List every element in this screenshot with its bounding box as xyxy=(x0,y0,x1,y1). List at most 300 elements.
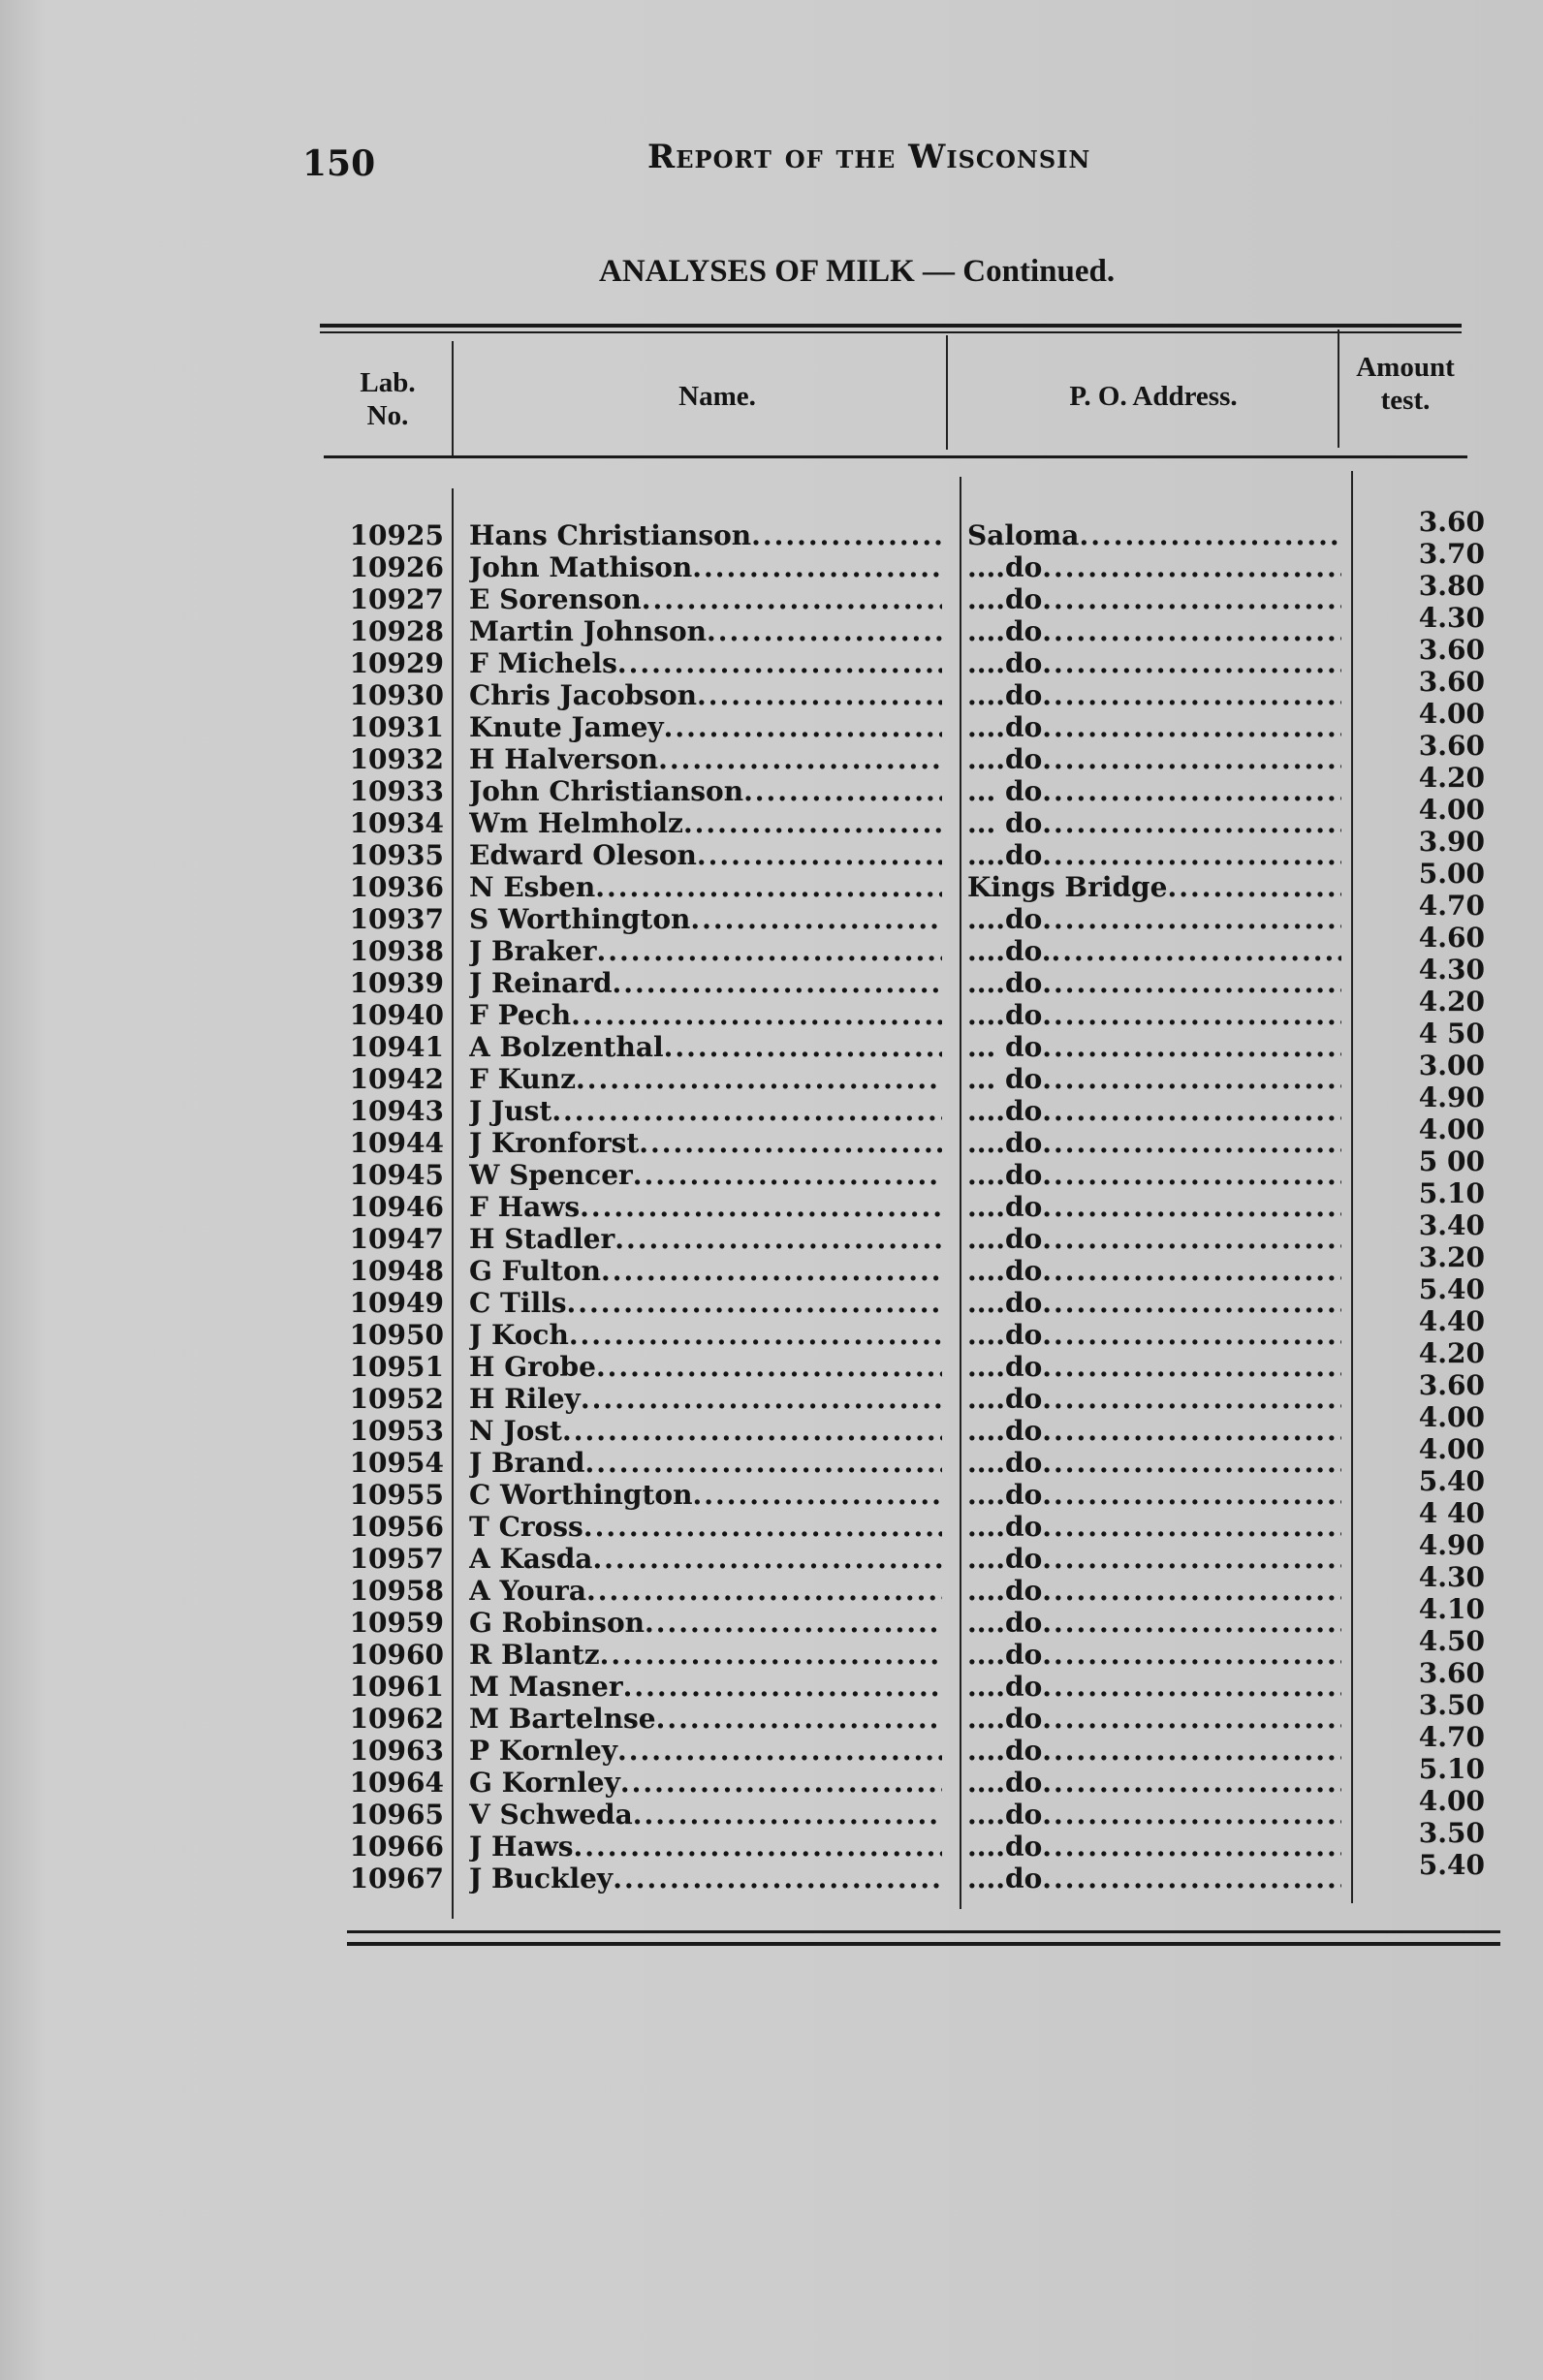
amount-cell: 4.30 xyxy=(1418,1561,1485,1593)
table-row xyxy=(0,1209,1543,1255)
dot-leader xyxy=(1079,519,1341,551)
header-divider-1 xyxy=(452,341,454,455)
name-cell xyxy=(469,1447,942,1479)
address-text: ....do xyxy=(967,1703,1043,1735)
address-cell xyxy=(967,1127,1341,1159)
name-cell xyxy=(469,1319,942,1351)
lab-no-cell: 10929 xyxy=(349,647,444,679)
top-rule-thin xyxy=(320,331,1462,333)
lab-no-cell: 10951 xyxy=(349,1351,444,1383)
name-text: A Bolzenthal xyxy=(469,1031,664,1063)
address-text: ....do xyxy=(967,679,1043,711)
address-cell xyxy=(967,807,1341,839)
address-text: ....do xyxy=(967,1639,1043,1671)
dot-leader xyxy=(658,743,942,775)
lab-no-cell: 10934 xyxy=(349,807,444,839)
name-text: F Haws xyxy=(469,1191,581,1223)
name-text: J Buckley xyxy=(469,1863,614,1895)
address-text: ....do xyxy=(967,711,1043,743)
name-text: Martin Johnson xyxy=(469,615,707,647)
name-cell xyxy=(469,1223,942,1255)
address-text: ....do xyxy=(967,1575,1043,1607)
header-lab-line1: Lab. xyxy=(360,367,416,398)
address-text: ....do xyxy=(967,839,1043,871)
amount-cell: 4 50 xyxy=(1418,1018,1485,1049)
dot-leader xyxy=(600,1639,942,1671)
address-text: ....do xyxy=(967,1767,1043,1799)
table-row xyxy=(0,1145,1543,1191)
dot-leader xyxy=(1042,807,1341,839)
address-cell xyxy=(967,1799,1341,1831)
amount-cell: 3.90 xyxy=(1418,826,1485,858)
address-cell xyxy=(967,1607,1341,1639)
dot-leader xyxy=(1042,1735,1341,1767)
dot-leader xyxy=(1042,647,1341,679)
amount-cell: 5.40 xyxy=(1418,1273,1485,1305)
name-text: C Worthington xyxy=(469,1479,693,1511)
amount-cell: 5.40 xyxy=(1418,1849,1485,1881)
name-cell xyxy=(469,1575,942,1607)
name-text: P Kornley xyxy=(469,1735,618,1767)
amount-cell: 4 40 xyxy=(1418,1497,1485,1529)
name-text: N Esben xyxy=(469,871,596,903)
dot-leader xyxy=(690,903,942,935)
dot-leader xyxy=(581,1383,942,1415)
dot-leader xyxy=(592,1543,942,1575)
table-row xyxy=(0,698,1543,743)
table-row xyxy=(0,1785,1543,1831)
name-cell xyxy=(469,711,942,743)
dot-leader xyxy=(617,647,942,679)
header-bottom-rule xyxy=(324,455,1467,458)
name-cell xyxy=(469,679,942,711)
dot-leader xyxy=(569,1319,942,1351)
dot-leader xyxy=(623,1671,942,1703)
lab-no-cell: 10933 xyxy=(349,775,444,807)
address-text: ....do xyxy=(967,903,1043,935)
address-cell xyxy=(967,1447,1341,1479)
name-text: A Kasda xyxy=(469,1543,593,1575)
address-cell xyxy=(967,743,1341,775)
table-row xyxy=(0,666,1543,711)
dot-leader xyxy=(1042,679,1341,711)
amount-cell: 4.60 xyxy=(1418,922,1485,954)
table-row xyxy=(0,1753,1543,1799)
table-row xyxy=(0,1273,1543,1319)
table-row xyxy=(0,1177,1543,1223)
address-cell xyxy=(967,679,1341,711)
lab-no-cell: 10965 xyxy=(349,1799,444,1831)
lab-no-cell: 10962 xyxy=(349,1703,444,1735)
address-cell xyxy=(967,1415,1341,1447)
table-row xyxy=(0,1018,1543,1063)
address-cell xyxy=(967,1543,1341,1575)
amount-cell: 4.50 xyxy=(1418,1625,1485,1657)
dot-leader xyxy=(580,1191,942,1223)
name-cell xyxy=(469,1511,942,1543)
address-cell xyxy=(967,1063,1341,1095)
dot-leader xyxy=(1042,1447,1341,1479)
amount-cell: 4.20 xyxy=(1418,762,1485,794)
lab-no-cell: 10936 xyxy=(349,871,444,903)
dot-leader xyxy=(751,519,942,551)
address-cell xyxy=(967,1735,1341,1767)
amount-cell: 4.20 xyxy=(1418,986,1485,1018)
address-text: ....do xyxy=(967,1383,1043,1415)
amount-cell: 4.30 xyxy=(1418,954,1485,986)
address-text: ....do. xyxy=(967,935,1052,967)
address-cell xyxy=(967,775,1341,807)
amount-cell: 3.80 xyxy=(1418,570,1485,602)
amount-cell: 4.40 xyxy=(1418,1305,1485,1337)
address-cell xyxy=(967,1639,1341,1671)
table-row xyxy=(0,1081,1543,1127)
lab-no-cell: 10941 xyxy=(349,1031,444,1063)
dot-leader xyxy=(567,1287,942,1319)
dot-leader xyxy=(573,1831,942,1863)
name-text: J Koch xyxy=(469,1319,569,1351)
name-cell xyxy=(469,583,942,615)
name-text: Edward Oleson xyxy=(469,839,697,871)
dot-leader xyxy=(1042,1191,1341,1223)
table-row xyxy=(0,1497,1543,1543)
dot-leader xyxy=(1042,551,1341,583)
address-text: ....do xyxy=(967,551,1043,583)
name-text: J Kronforst xyxy=(469,1127,640,1159)
dot-leader xyxy=(596,1351,942,1383)
name-cell xyxy=(469,1799,942,1831)
address-cell xyxy=(967,1191,1341,1223)
address-cell xyxy=(967,871,1341,903)
name-cell xyxy=(469,1127,942,1159)
lab-no-cell: 10943 xyxy=(349,1095,444,1127)
dot-leader xyxy=(1042,1607,1341,1639)
address-cell xyxy=(967,903,1341,935)
table-row xyxy=(0,1337,1543,1383)
dot-leader xyxy=(614,1223,942,1255)
table-row xyxy=(0,1561,1543,1607)
table-row xyxy=(0,1817,1543,1863)
amount-cell: 4.00 xyxy=(1418,1433,1485,1465)
dot-leader xyxy=(664,1031,942,1063)
lab-no-cell: 10945 xyxy=(349,1159,444,1191)
header-amount xyxy=(1338,351,1473,417)
address-cell xyxy=(967,1319,1341,1351)
address-cell xyxy=(967,967,1341,999)
address-cell xyxy=(967,1575,1341,1607)
name-text: T Cross xyxy=(469,1511,583,1543)
name-cell xyxy=(469,1767,942,1799)
amount-cell: 3.50 xyxy=(1418,1689,1485,1721)
dot-leader xyxy=(1042,1671,1341,1703)
table-row xyxy=(0,602,1543,647)
table-row xyxy=(0,1369,1543,1415)
dot-leader xyxy=(601,1255,942,1287)
address-text: ....do xyxy=(967,1319,1043,1351)
dot-leader xyxy=(683,807,942,839)
table-row xyxy=(0,570,1543,615)
dot-leader xyxy=(1042,1543,1341,1575)
dot-leader xyxy=(1042,1223,1341,1255)
dot-leader xyxy=(583,1511,942,1543)
amount-cell: 5.10 xyxy=(1418,1177,1485,1209)
lab-no-cell: 10966 xyxy=(349,1831,444,1863)
header-divider-3 xyxy=(1338,329,1339,448)
address-cell xyxy=(967,1511,1341,1543)
name-text: Hans Christianson xyxy=(469,519,752,551)
amount-cell: 4.00 xyxy=(1418,1785,1485,1817)
address-cell xyxy=(967,935,1341,967)
dot-leader xyxy=(595,871,942,903)
name-cell xyxy=(469,1351,942,1383)
amount-cell: 3.60 xyxy=(1418,1657,1485,1689)
table-row xyxy=(0,1113,1543,1159)
dot-leader xyxy=(664,711,942,743)
name-cell xyxy=(469,1607,942,1639)
dot-leader xyxy=(613,1863,942,1895)
address-cell xyxy=(967,1383,1341,1415)
address-text: ....do xyxy=(967,1735,1043,1767)
amount-cell: 4.90 xyxy=(1418,1081,1485,1113)
lab-no-cell: 10953 xyxy=(349,1415,444,1447)
amount-cell: 3.60 xyxy=(1418,1369,1485,1401)
dot-leader xyxy=(1042,711,1341,743)
table-row xyxy=(0,762,1543,807)
address-text: ... do xyxy=(967,1063,1043,1095)
amount-cell: 3.70 xyxy=(1418,538,1485,570)
name-text: J Haws xyxy=(469,1831,574,1863)
dot-leader xyxy=(1042,1863,1341,1895)
amount-cell: 5.10 xyxy=(1418,1753,1485,1785)
lab-no-cell: 10927 xyxy=(349,583,444,615)
name-cell xyxy=(469,1671,942,1703)
name-cell xyxy=(469,519,942,551)
address-cell xyxy=(967,615,1341,647)
name-text: F Pech xyxy=(469,999,572,1031)
name-text: Wm Helmholz xyxy=(469,807,683,839)
address-text: ....do xyxy=(967,1831,1043,1863)
name-text: E Sorenson xyxy=(469,583,642,615)
name-text: F Michels xyxy=(469,647,617,679)
name-text: F Kunz xyxy=(469,1063,576,1095)
lab-no-cell: 10954 xyxy=(349,1447,444,1479)
dot-leader xyxy=(743,775,942,807)
header-divider-2 xyxy=(946,335,948,450)
name-cell xyxy=(469,1415,942,1447)
dot-leader xyxy=(585,1447,943,1479)
address-text: ....do xyxy=(967,1479,1043,1511)
table-row xyxy=(0,826,1543,871)
address-text: ....do xyxy=(967,615,1043,647)
name-cell xyxy=(469,935,942,967)
table-row xyxy=(0,1305,1543,1351)
top-rule-thick xyxy=(320,324,1462,328)
lab-no-cell: 10960 xyxy=(349,1639,444,1671)
name-text: S Worthington xyxy=(469,903,691,935)
address-text: ....do xyxy=(967,1799,1043,1831)
bottom-rule-thick xyxy=(347,1942,1500,1946)
dot-leader xyxy=(551,1095,942,1127)
lab-no-cell: 10939 xyxy=(349,967,444,999)
address-text: ....do xyxy=(967,1223,1043,1255)
dot-leader xyxy=(620,1767,942,1799)
dot-leader xyxy=(1042,1831,1341,1863)
table-row xyxy=(0,538,1543,583)
lab-no-cell: 10952 xyxy=(349,1383,444,1415)
name-cell xyxy=(469,615,942,647)
amount-cell: 3.60 xyxy=(1418,634,1485,666)
table-row xyxy=(0,794,1543,839)
table-row xyxy=(0,506,1543,551)
lab-no-cell: 10961 xyxy=(349,1671,444,1703)
name-cell xyxy=(469,903,942,935)
table-row xyxy=(0,1465,1543,1511)
table-row xyxy=(0,1241,1543,1287)
dot-leader xyxy=(642,583,942,615)
table-row xyxy=(0,858,1543,903)
amount-cell: 3.60 xyxy=(1418,730,1485,762)
address-text: ....do xyxy=(967,1415,1043,1447)
address-cell xyxy=(967,999,1341,1031)
page-number: 150 xyxy=(302,143,376,184)
dot-leader xyxy=(1042,1767,1341,1799)
dot-leader xyxy=(1052,935,1341,967)
address-cell xyxy=(967,1767,1341,1799)
lab-no-cell: 10963 xyxy=(349,1735,444,1767)
amount-cell: 4.00 xyxy=(1418,794,1485,826)
header-amount-line1: Amount xyxy=(1356,352,1455,383)
dot-leader xyxy=(1042,1319,1341,1351)
amount-cell: 4.00 xyxy=(1418,1401,1485,1433)
name-cell xyxy=(469,1479,942,1511)
name-cell xyxy=(469,871,942,903)
lab-no-cell: 10946 xyxy=(349,1191,444,1223)
dot-leader xyxy=(1042,1255,1341,1287)
name-text: V Schweda xyxy=(469,1799,633,1831)
amount-cell: 3.40 xyxy=(1418,1209,1485,1241)
name-cell xyxy=(469,1863,942,1895)
lab-no-cell: 10938 xyxy=(349,935,444,967)
name-text: M Bartelnse xyxy=(469,1703,656,1735)
lab-no-cell: 10926 xyxy=(349,551,444,583)
address-cell xyxy=(967,1287,1341,1319)
table-row xyxy=(0,1849,1543,1895)
address-text: ....do xyxy=(967,583,1043,615)
name-cell xyxy=(469,775,942,807)
dot-leader xyxy=(1042,1703,1341,1735)
name-cell xyxy=(469,1831,942,1863)
amount-cell: 3.00 xyxy=(1418,1049,1485,1081)
lab-no-cell: 10957 xyxy=(349,1543,444,1575)
address-cell xyxy=(967,839,1341,871)
name-cell xyxy=(469,551,942,583)
header-amount-line2: test. xyxy=(1380,385,1431,416)
name-text: G Fulton xyxy=(469,1255,602,1287)
dot-leader xyxy=(1042,1479,1341,1511)
table-row xyxy=(0,1593,1543,1639)
amount-cell: 4.90 xyxy=(1418,1529,1485,1561)
address-text: ....do xyxy=(967,743,1043,775)
table-row xyxy=(0,1625,1543,1671)
name-cell xyxy=(469,1735,942,1767)
amount-cell: 4.10 xyxy=(1418,1593,1485,1625)
dot-leader xyxy=(1042,1575,1341,1607)
dot-leader xyxy=(692,1479,942,1511)
amount-cell: 4.00 xyxy=(1418,1113,1485,1145)
name-cell xyxy=(469,1159,942,1191)
dot-leader xyxy=(597,935,942,967)
name-text: R Blantz xyxy=(469,1639,600,1671)
address-text: ... do xyxy=(967,1031,1043,1063)
address-cell xyxy=(967,711,1341,743)
dot-leader xyxy=(1042,1383,1341,1415)
name-cell xyxy=(469,1031,942,1063)
table-row xyxy=(0,634,1543,679)
name-text: N Jost xyxy=(469,1415,562,1447)
lab-no-cell: 10958 xyxy=(349,1575,444,1607)
lab-no-cell: 10937 xyxy=(349,903,444,935)
name-cell xyxy=(469,999,942,1031)
dot-leader xyxy=(692,551,942,583)
dot-leader xyxy=(1042,1063,1341,1095)
dot-leader xyxy=(1042,999,1341,1031)
name-text: H Halverson xyxy=(469,743,659,775)
address-cell xyxy=(967,1863,1341,1895)
lab-no-cell: 10930 xyxy=(349,679,444,711)
dot-leader xyxy=(633,1799,942,1831)
amount-cell: 4.70 xyxy=(1418,1721,1485,1753)
name-text: Chris Jacobson xyxy=(469,679,698,711)
name-text: J Brand xyxy=(469,1447,585,1479)
name-text: J Reinard xyxy=(469,967,613,999)
table-title: ANALYSES OF MILK — Continued. xyxy=(599,254,1116,289)
address-text: ....do xyxy=(967,1255,1043,1287)
address-text: ....do xyxy=(967,1095,1043,1127)
address-cell xyxy=(967,1223,1341,1255)
dot-leader xyxy=(613,967,942,999)
name-cell xyxy=(469,1287,942,1319)
header-name: Name. xyxy=(678,381,756,412)
name-text: C Tills xyxy=(469,1287,567,1319)
dot-leader xyxy=(1042,903,1341,935)
name-text: H Riley xyxy=(469,1383,581,1415)
table-row xyxy=(0,1049,1543,1095)
address-text: ....do xyxy=(967,1671,1043,1703)
dot-leader xyxy=(1042,1287,1341,1319)
address-cell xyxy=(967,1095,1341,1127)
table-row xyxy=(0,1529,1543,1575)
lab-no-cell: 10928 xyxy=(349,615,444,647)
header-lab-no xyxy=(330,366,446,432)
lab-no-cell: 10935 xyxy=(349,839,444,871)
address-text: Kings Bridge xyxy=(967,871,1168,903)
dot-leader xyxy=(1042,967,1341,999)
address-text: Saloma xyxy=(967,519,1080,551)
lab-no-cell: 10948 xyxy=(349,1255,444,1287)
lab-no-cell: 10925 xyxy=(349,519,444,551)
name-cell xyxy=(469,647,942,679)
address-text: ....do xyxy=(967,1159,1043,1191)
address-text: ....do xyxy=(967,1607,1043,1639)
dot-leader xyxy=(1042,1511,1341,1543)
address-cell xyxy=(967,647,1341,679)
lab-no-cell: 10940 xyxy=(349,999,444,1031)
dot-leader xyxy=(645,1607,942,1639)
header-address: P. O. Address. xyxy=(1069,381,1238,412)
address-text: ....do xyxy=(967,1863,1043,1895)
address-text: ....do xyxy=(967,1543,1043,1575)
dot-leader xyxy=(571,999,942,1031)
